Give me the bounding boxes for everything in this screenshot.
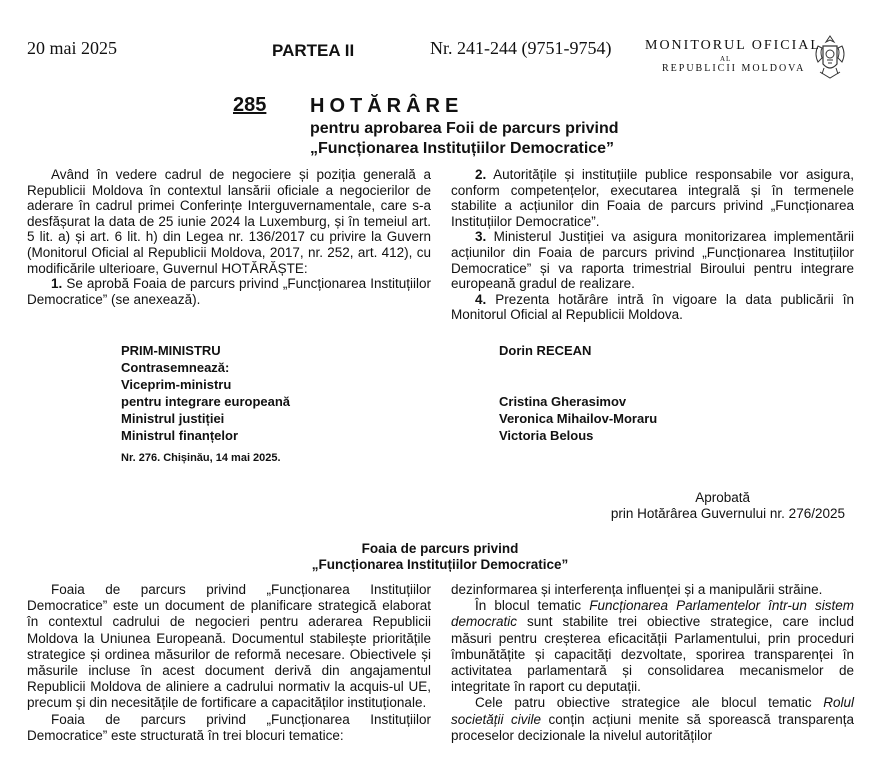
article-2-number: 2. <box>475 167 487 182</box>
annex-title-line2: „Funcționarea Instituțiilor Democratice” <box>311 557 569 572</box>
publication-subtitle: REPUBLICII MOLDOVA <box>662 63 806 74</box>
preamble: Având în vedere cadrul de negociere și poziția generală a Republicii Moldova în contextul lansării oficiale a negocierilor de aderare în cadrul primei Conferințe Interguvernamentale, care s-a desfășurat la data de 25 iunie 2024 la Luxemburg, și în temeiul art. 5 lit. a) și art. 6 lit. h) din Legea nr. 136/2017 cu privire la Guvern (Monitorul Oficial al Republicii Moldova, 2017, nr. 252, art. 412), cu modificările ulterioare, Guvernul HOTĂRĂȘTE: <box>27 167 431 276</box>
annex-emphasis: Rolul societății civile <box>451 695 854 727</box>
annex-paragraph: Foaia de parcurs privind „Funcționarea Instituțiilor Democratice” este un document de planificare strategică elaborat în contextul cadrului de negocieri pentru aderarea Republicii Moldova la Uniunea Europeană. Documentul stabilește prioritățile strategice și ordinea măsurilor de reformă necesare. Obiectivele și măsurile incluse în acest document derivă din angajamentul Republicii Moldova de aliniere a cadrului normativ la acquis-ul UE, precum și din necesitățile de fortificare a capacităților instituționale. <box>27 582 431 711</box>
annex-emphasis: Funcționarea Parlamentelor într-un sistem democratic <box>451 598 854 630</box>
role-deputy-pm-line2: pentru integrare europeană <box>121 394 291 409</box>
approval-line1: Aprobată <box>695 490 750 505</box>
annex-text: Cele patru obiective strategice ale blocul tematic <box>475 695 824 711</box>
annex-text: sunt stabilite trei obiective strategice, care includ măsuri pentru creșterea eficacității Parlamentului, prin proceduri îmbunătățite și capacități dezvoltate, sporirea transparenței în activitatea parlamentară și consolidarea mecanismelor de integritate în raport cu deputații. <box>451 614 854 695</box>
annex-title-line1: Foaia de parcurs privind <box>361 541 519 556</box>
decision-subtitle <box>310 119 619 159</box>
publication-title-al: AL <box>720 55 732 63</box>
countersign-names <box>499 393 657 444</box>
article-3 <box>451 229 854 291</box>
annex-paragraph: dezinformarea și interferența influenței și a manipulării străine. <box>451 582 823 597</box>
article-3-number: 3. <box>475 229 487 245</box>
part-label: PARTEA II <box>272 41 355 60</box>
decision-subtitle-line2: „Funcționarea Instituțiilor Democratice” <box>310 140 615 157</box>
name-deputy-pm: Cristina Gherasimov <box>499 394 627 409</box>
article-3-text: Ministerul Justiției va asigura monitorizarea implementării acțiunilor din Foaia de parcurs privind „Funcționarea Instituțiilor Democratice” și va raporta trimestrial Biroului pentru integrare europeană gradul de realizare. <box>451 229 854 292</box>
pm-role: PRIM-MINISTRU <box>121 343 221 358</box>
decision-body-left <box>27 167 431 307</box>
coat-of-arms-icon <box>812 34 848 82</box>
countersign-block <box>121 359 290 444</box>
countersign-label: Contrasemnează: <box>121 360 230 375</box>
annex-paragraph: Foaia de parcurs privind „Funcționarea Instituțiilor Democratice” este structurată în trei blocuri tematice: <box>27 711 431 743</box>
article-4-number: 4. <box>475 291 487 307</box>
annex-paragraph <box>451 598 854 695</box>
article-2-text: Autoritățile și instituțiile publice responsabile vor asigura, conform competențelor, executarea integrală și în termenele stabilite a acțiunilor din Foaia de parcurs privind „Funcționarea Instituțiilor Democratice”. <box>451 167 854 229</box>
article-2 <box>451 167 854 229</box>
annex-text: conțin acțiuni menite să sporească transparența proceselor decizionale la nivelul autorităților <box>451 711 855 743</box>
article-4-text: Prezenta hotărâre intră în vigoare la data publicării în Monitorul Oficial al Republicii Moldova. <box>451 291 854 323</box>
annex-paragraph <box>451 695 854 744</box>
annex-body-right <box>451 582 854 744</box>
approval-line2: prin Hotărârea Guvernului nr. 276/2025 <box>610 505 845 521</box>
annex-body-left <box>27 582 431 744</box>
decision-reference: Nr. 276. Chișinău, 14 mai 2025. <box>121 452 281 464</box>
decision-number: 285 <box>233 94 267 116</box>
decision-title: HOTĂRÂRE <box>310 95 464 117</box>
article-1-number: 1. <box>51 276 63 292</box>
pm-name: Dorin RECEAN <box>499 343 592 358</box>
issue-date: 20 mai 2025 <box>27 38 117 58</box>
annex-title <box>227 541 653 573</box>
issue-number: Nr. 241-244 (9751-9754) <box>430 38 612 58</box>
role-finance: Ministrul finanțelor <box>121 428 238 443</box>
annex-text: În blocul tematic <box>475 598 590 614</box>
approval-block <box>500 490 845 521</box>
name-finance: Victoria Belous <box>499 428 594 443</box>
article-4 <box>451 292 854 323</box>
role-deputy-pm: Viceprim-ministru <box>121 377 232 392</box>
publication-title: MONITORUL OFICIAL <box>645 38 821 53</box>
decision-subtitle-line1: pentru aprobarea Foii de parcurs privind <box>310 120 619 137</box>
name-justice: Veronica Mihailov-Moraru <box>499 411 658 426</box>
article-1-text: Se aprobă Foaia de parcurs privind „Funcționarea Instituțiilor Democratice” (se anexează). <box>27 276 431 307</box>
decision-body-right <box>451 167 854 323</box>
article-1 <box>27 276 431 307</box>
role-justice: Ministrul justiției <box>121 411 225 426</box>
